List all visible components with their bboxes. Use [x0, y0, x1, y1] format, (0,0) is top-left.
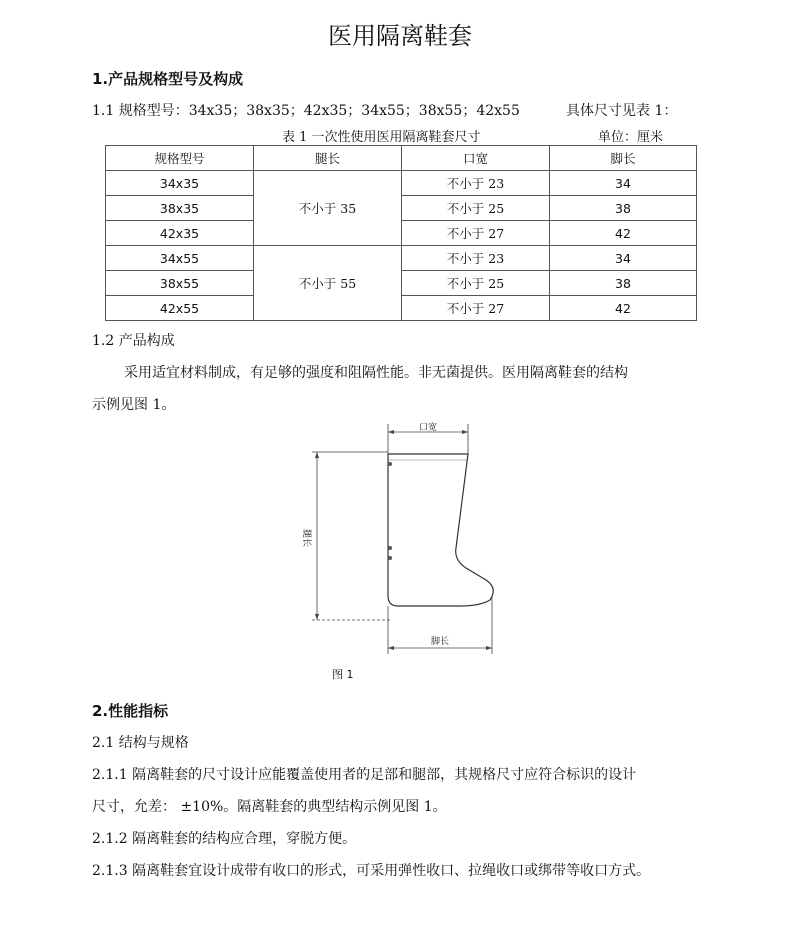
- composition-text-line2: 示例见图 1。: [92, 397, 176, 413]
- table-row: [106, 221, 697, 246]
- leg-length-label: 腿长: [301, 528, 311, 548]
- opening-width-label: 口宽: [418, 423, 438, 433]
- table-unit: 单位：厘米: [598, 130, 664, 145]
- spec-table-reference: 具体尺寸见表 1：: [566, 103, 678, 119]
- cell-model: 38x35: [106, 196, 254, 221]
- cell-opening-width: 不小于 27: [402, 296, 550, 321]
- page-title: 医用隔离鞋套: [328, 22, 472, 50]
- header-foot-length: 脚长: [550, 146, 697, 171]
- fastener-dot: [388, 462, 392, 466]
- cell-foot-length: 38: [550, 271, 697, 296]
- table-row: [106, 296, 697, 321]
- arrow-icon: [315, 614, 319, 620]
- shoe-cover-diagram: [290, 420, 510, 690]
- cell-opening-width: 不小于 25: [402, 196, 550, 221]
- table-row: [106, 196, 697, 221]
- cell-model: 34x35: [106, 171, 254, 196]
- cell-leg-length: 不小于 55: [254, 246, 402, 321]
- arrow-icon: [388, 430, 394, 434]
- cell-foot-length: 34: [550, 246, 697, 271]
- header-leg-length: 腿长: [254, 146, 402, 171]
- cell-model: 34x55: [106, 246, 254, 271]
- cell-leg-length: 不小于 35: [254, 171, 402, 246]
- item-2-1-2: 2.1.2 隔离鞋套的结构应合理，穿脱方便。: [92, 831, 357, 847]
- cell-model: 42x35: [106, 221, 254, 246]
- cell-foot-length: 42: [550, 296, 697, 321]
- header-opening-width: 口宽: [402, 146, 550, 171]
- item-2-1-1-line1: 2.1.1 隔离鞋套的尺寸设计应能覆盖使用者的足部和腿部，其规格尺寸应符合标识的设计: [92, 767, 637, 783]
- arrow-icon: [486, 646, 492, 650]
- cell-model: 38x55: [106, 271, 254, 296]
- table-row: [106, 171, 697, 196]
- section1-heading: 1.产品规格型号及构成: [92, 70, 244, 88]
- fastener-dot: [388, 556, 392, 560]
- table-caption: 表 1 一次性使用医用隔离鞋套尺寸: [282, 130, 481, 145]
- shoe-cover-outline: [388, 454, 493, 606]
- item-2-1-3: 2.1.3 隔离鞋套宜设计成带有收口的形式，可采用弹性收口、拉绳收口或绑带等收口方式。: [92, 863, 651, 879]
- table-row: [106, 246, 697, 271]
- cell-foot-length: 42: [550, 221, 697, 246]
- figure-caption: 图 1: [332, 668, 354, 681]
- section2-heading: 2.性能指标: [92, 702, 169, 720]
- header-model: 规格型号: [106, 146, 254, 171]
- item-2-1-1-line2: 尺寸，允差： ±10%。隔离鞋套的典型结构示例见图 1。: [92, 799, 447, 815]
- cell-opening-width: 不小于 27: [402, 221, 550, 246]
- cell-opening-width: 不小于 25: [402, 271, 550, 296]
- table-header-row: [106, 146, 697, 171]
- cell-model: 42x55: [106, 296, 254, 321]
- composition-text-line1: 采用适宜材料制成，有足够的强度和阻隔性能。非无菌提供。医用隔离鞋套的结构: [124, 365, 628, 381]
- foot-length-label: 脚长: [430, 637, 450, 647]
- arrow-icon: [388, 646, 394, 650]
- fastener-dot: [388, 546, 392, 550]
- composition-heading: 1.2 产品构成: [92, 333, 175, 349]
- cell-foot-length: 38: [550, 196, 697, 221]
- arrow-icon: [462, 430, 468, 434]
- arrow-icon: [315, 452, 319, 458]
- cell-opening-width: 不小于 23: [402, 171, 550, 196]
- structure-subheading: 2.1 结构与规格: [92, 735, 189, 751]
- cell-foot-length: 34: [550, 171, 697, 196]
- cell-opening-width: 不小于 23: [402, 246, 550, 271]
- table-row: [106, 271, 697, 296]
- size-table: [105, 145, 697, 321]
- spec-models-line: 1.1 规格型号：34x35；38x35；42x35；34x55；38x55；42x55: [92, 103, 520, 119]
